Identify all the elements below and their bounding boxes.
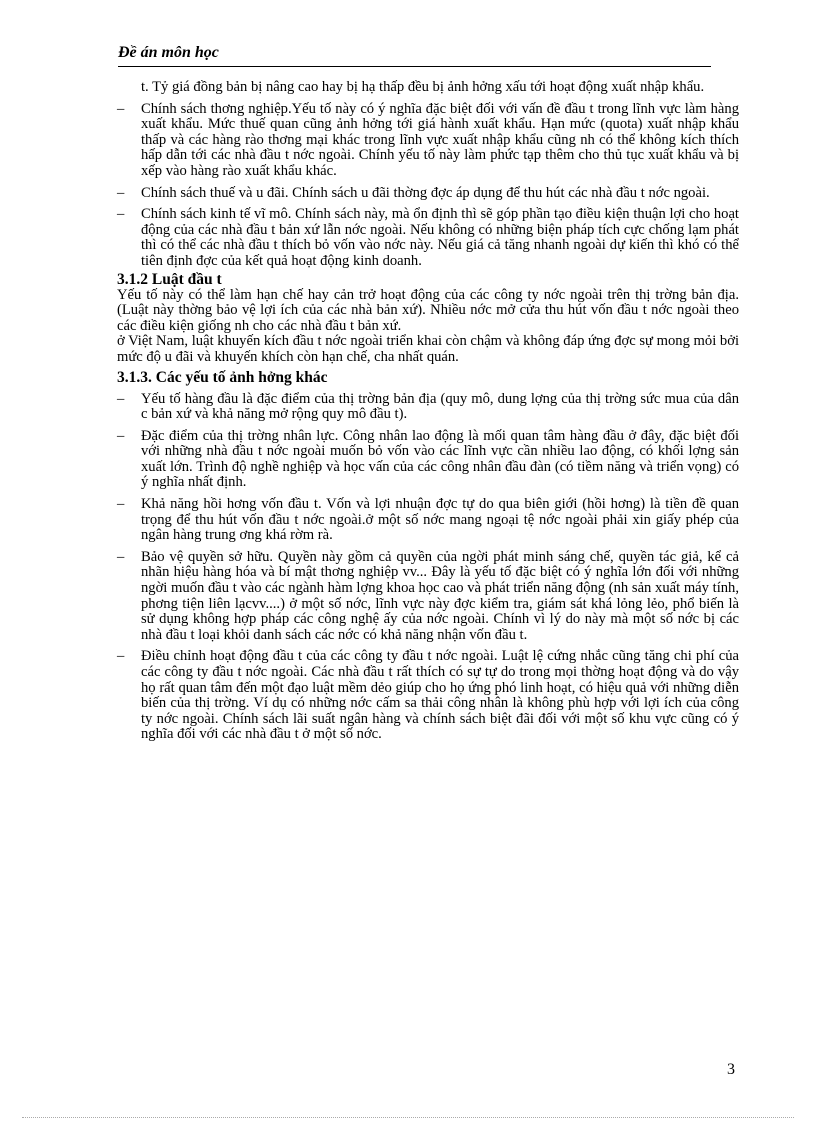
- list-item-text: Yếu tố hàng đầu là đặc điểm của thị trờng bản địa (quy mô, dung lợng của thị trờng sức mua của dân c bản xứ và khả năng mở rộng quy mô đầu t).: [141, 390, 739, 423]
- list-item-text: Bảo vệ quyền sở hữu. Quyền này gồm cả quyền của ngời phát minh sáng chế, quyền tác giả, kể cả nhãn hiệu hàng hóa và bí mật thơng nghiệp vv... Đây là yếu tố đặc biệt có ý nghĩa lớn đối với những ngời muốn đầu t vào các ngành hàm lợng khoa học cao và phát triển năng động (nh sản xuất máy tính, phơng tiện liên lạcvv....) ở một số nớc, lĩnh vực này đợc kiểm tra, giám sát khá lỏng lẻo, phổ biến là sử dụng không hợp pháp các công nghệ ấy của nớc ngoài. Chính vì lý do này mà một số nớc bị các nhà đầu t loại khỏi danh sách các nớc có khả năng nhận vốn đầu t.: [141, 548, 739, 643]
- bullet-dash: –: [117, 548, 125, 565]
- list-item-text: Khả năng hồi hơng vốn đầu t. Vốn và lợi nhuận đợc tự do qua biên giới (hồi hơng) là tiền đề quan trọng để thu hút vốn đầu t nớc ngoài.ở một số nớc mang ngoại tệ nớc ngoài phải xin giấy phép của ngân hàng trung ơng khá rờm rà.: [141, 496, 739, 544]
- document-body: [117, 80, 739, 743]
- list-item: [117, 102, 739, 180]
- list-item: [117, 497, 739, 544]
- list-item: [117, 207, 739, 269]
- bullet-dash: –: [117, 648, 125, 665]
- bullet-dash: –: [117, 100, 125, 117]
- list-item: [117, 649, 739, 743]
- bullet-dash: –: [117, 184, 125, 201]
- list-item: [117, 392, 739, 423]
- list-item-text: Đặc điểm của thị trờng nhân lực. Công nhân lao động là mối quan tâm hàng đầu ở đây, đặc biệt đối với những nhà đầu t nớc ngoài muốn bỏ vốn vào các lĩnh vực cần nhiều lao động, có khối lợng sản xuất lớn. Trình độ nghề nghiệp và học vấn của các công nhân đầu đàn (có tiềm năng và triển vọng) có ý nghĩa nhất định.: [141, 427, 739, 491]
- section-312-paragraph: ở Việt Nam, luật khuyến kích đầu t nớc ngoài triển khai còn chậm và không đáp ứng đợc sự mong mỏi bởi mức độ u đãi và khuyến khích còn hạn chế, cha nhất quán.: [117, 333, 739, 365]
- list-item: [117, 429, 739, 491]
- bullet-dash: –: [117, 390, 125, 407]
- list-item: [117, 186, 739, 202]
- bullet-dash: –: [117, 427, 125, 444]
- list-item-text: Chính sách kinh tế vĩ mô. Chính sách này, mà ổn định thì sẽ góp phần tạo điều kiện thuận lợi cho hoạt động của các nhà đầu t bản xứ lẫn nớc ngoài. Nếu không có những biện pháp tích cực chống lạm phát thì có thể các nhà đầu t thích bỏ vốn vào nớc này. Nếu giá cả tăng nhanh ngoài dự kiến thì khó có thể tiên định đợc của kết quả hoạt động kinh doanh.: [141, 206, 739, 269]
- list-item-text: Điều chỉnh hoạt động đầu t của các công ty đầu t nớc ngoài. Luật lệ cứng nhắc cũng tăng chi phí của các công ty đầu t nớc ngoài. Các nhà đầu t rất thích có sự tự do trong mọi thờng hoạt động và do vậy họ rất quan tâm đến một đạo luật mềm dẻo giúp cho họ ứng phó linh hoạt, có hiệu quả với những diễn biến của thị trờng. Ví dụ có những nớc cấm sa thải công nhân là không phù hợp với lợi ích của công ty nớc ngoài. Chính sách lãi suất ngân hàng và chính sách biệt đãi đối với một số khu vực cũng có ý nghĩa đối với các nhà đầu t ở một số nớc.: [141, 648, 739, 743]
- bullet-dash: –: [117, 496, 125, 513]
- list-item-text: Chính sách thơng nghiệp.Yếu tố này có ý nghĩa đặc biệt đối với vấn đề đầu t trong lĩnh vực làm hàng xuất khẩu. Mức thuế quan cũng ảnh hởng tới giá hành xuất khẩu. Hạn mức (quota) xuất nhập khẩu thấp và các hàng rào thơng mại khác trong lĩnh vực xuất nhập khẩu cũng nh có thể không kích thích hấp dẫn tới các nhà đầu t nớc ngoài. Chính yếu tố này làm phức tạp thêm cho thủ tục xuất khẩu và bị xếp vào hàng rào xuất khẩu khác.: [141, 100, 739, 179]
- section-312-paragraph: Yếu tố này có thể làm hạn chế hay cản trở hoạt động của các công ty nớc ngoài trên thị trờng bản địa. (Luật này thờng bảo vệ lợi ích của các nhà bản xứ). Nhiều nớc mở cửa thu hút vốn đầu t nớc ngoài theo các điều kiện giống nh cho các nhà đầu t bản xứ.: [117, 286, 739, 334]
- intro-paragraph: t. Tỷ giá đồng bản bị nâng cao hay bị hạ thấp đều bị ảnh hởng xấu tới hoạt động xuất nhập khẩu.: [141, 79, 705, 95]
- section-heading-312: 3.1.2 Luật đầu t: [117, 270, 222, 288]
- section-heading-313: 3.1.3. Các yếu tố ảnh hởng khác: [117, 368, 328, 386]
- header-title: Đề án môn học: [118, 44, 219, 61]
- page-header: [118, 44, 711, 67]
- list-item: [117, 550, 739, 644]
- bullet-dash: –: [117, 206, 125, 223]
- list-item-text: Chính sách thuế và u đãi. Chính sách u đãi thờng đợc áp dụng để thu hút các nhà đầu t nớc ngoài.: [141, 184, 710, 201]
- page-number: 3: [727, 1061, 735, 1078]
- page-bottom-divider: [22, 1117, 794, 1118]
